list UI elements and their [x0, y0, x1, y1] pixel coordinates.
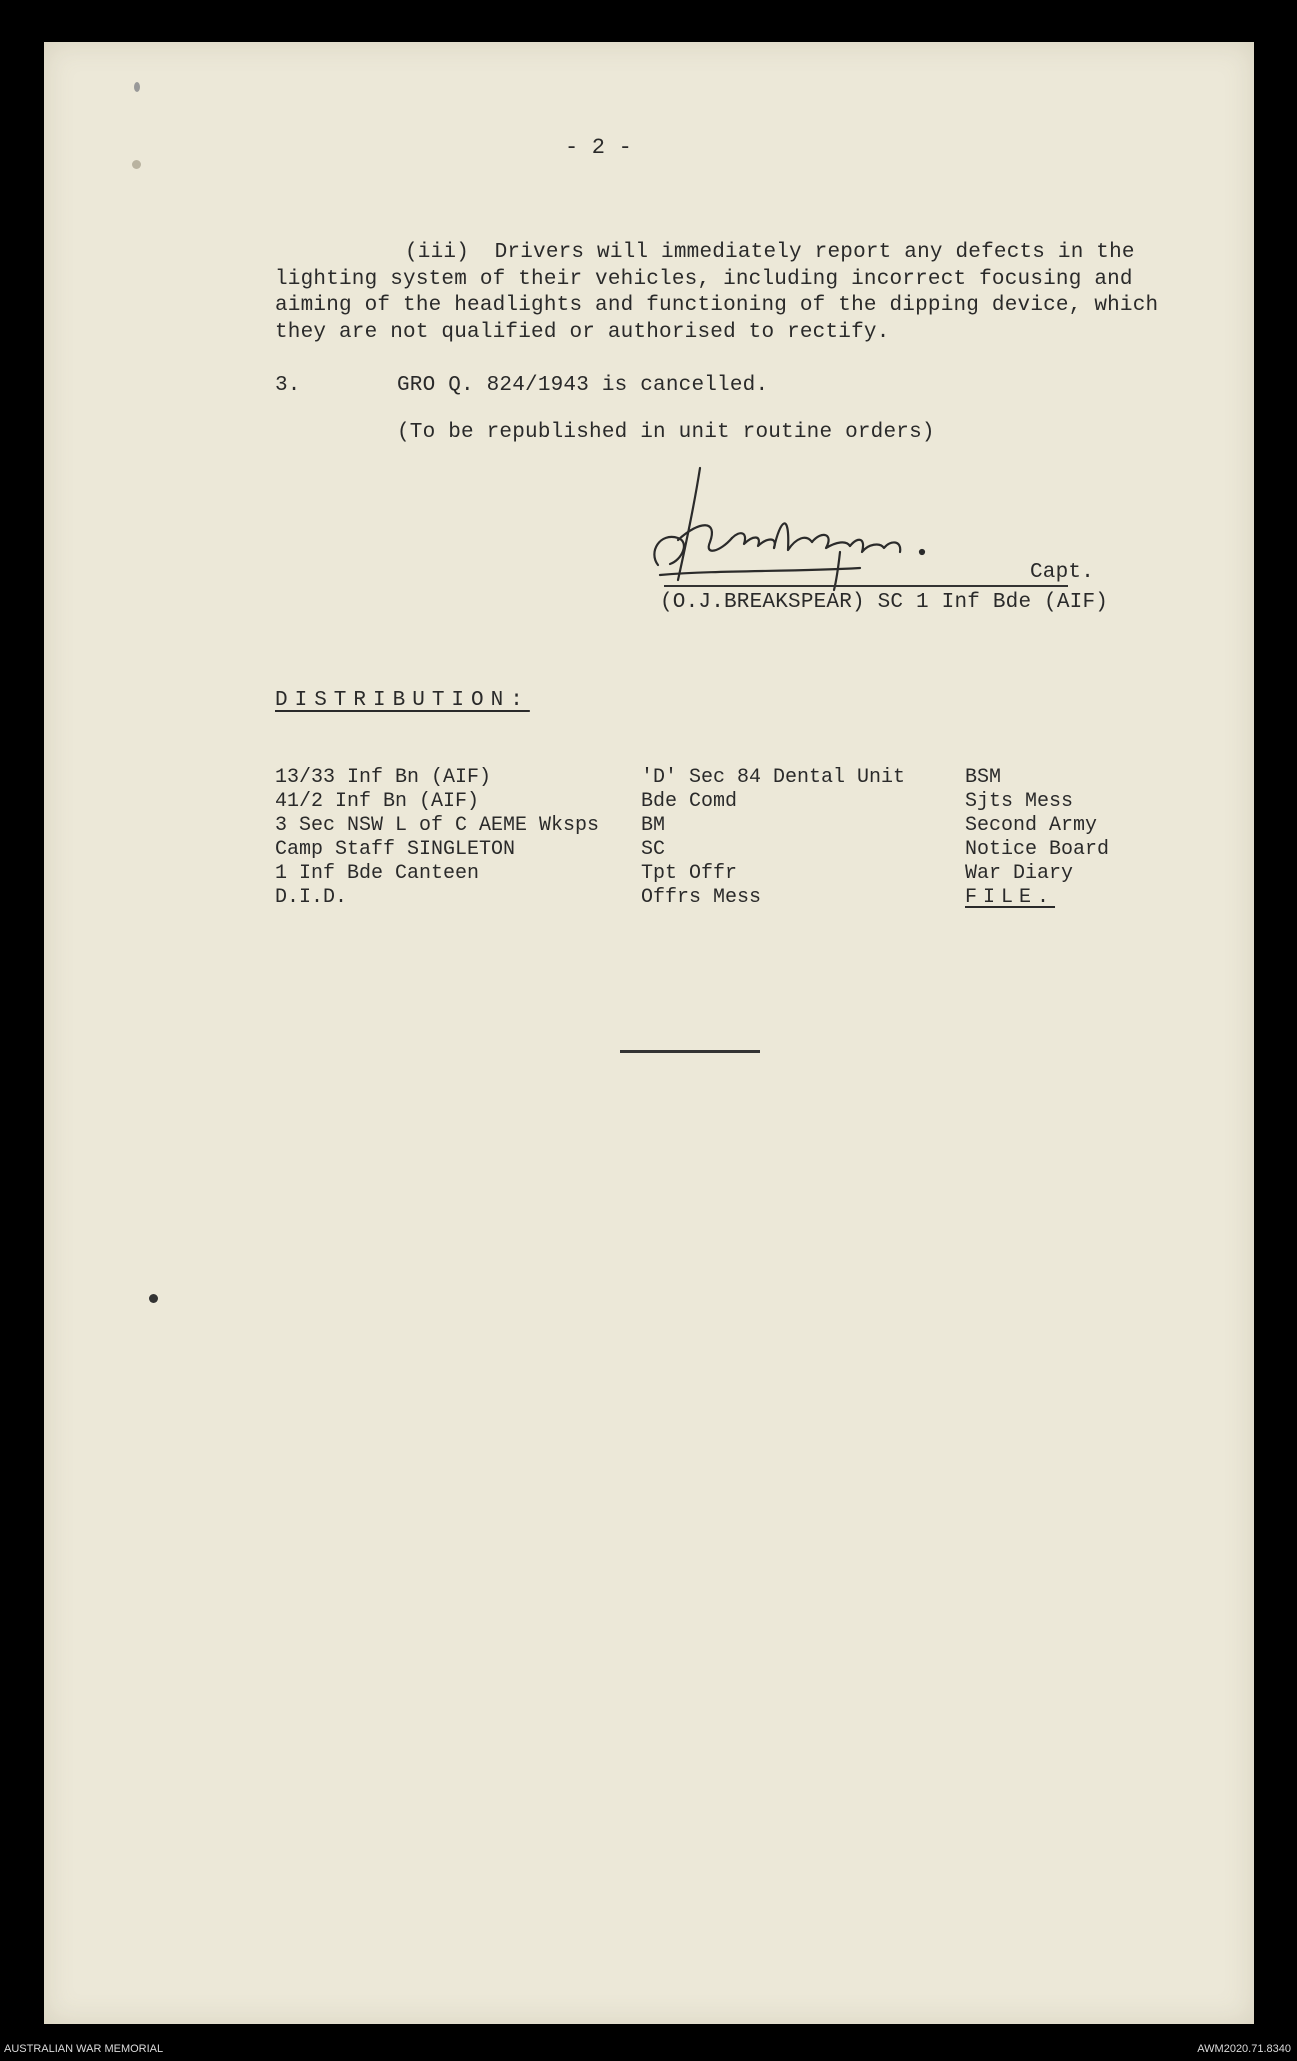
distribution-entry: BM: [641, 814, 666, 837]
signature-line: [664, 585, 1068, 587]
distribution-entry: 13/33 Inf Bn (AIF): [275, 766, 492, 789]
distribution-entry: Sjts Mess: [965, 790, 1074, 813]
item-3-text: GRO Q. 824/1943 is cancelled.: [397, 374, 769, 397]
paper-speck: [149, 1294, 158, 1303]
distribution-column-1: [275, 766, 599, 910]
distribution-entry: BSM: [965, 766, 1002, 789]
footer-accession-number: AWM2020.71.8340: [1197, 2043, 1291, 2055]
distribution-entry: 'D' Sec 84 Dental Unit: [641, 766, 906, 789]
distribution-entry: Notice Board: [965, 838, 1110, 861]
distribution-entry: War Diary: [965, 862, 1074, 885]
paragraph-iii: [275, 240, 1159, 346]
distribution-column-3: [965, 766, 1109, 910]
paragraph-line: lighting system of their vehicles, including incorrect focusing and: [275, 267, 1133, 291]
distribution-entry: Camp Staff SINGLETON: [275, 838, 516, 861]
signature-block: (O.J.BREAKSPEAR) SC 1 Inf Bde (AIF): [660, 591, 1109, 614]
page-number: - 2 -: [565, 135, 633, 160]
end-rule: [620, 1050, 760, 1053]
handwritten-signature: [640, 460, 1020, 600]
paper-speck: [134, 82, 140, 92]
republish-note: (To be republished in unit routine orders): [397, 421, 935, 444]
distribution-entry-file: FILE.: [965, 886, 1056, 909]
distribution-column-2: [641, 766, 905, 910]
footer-institution: AUSTRALIAN WAR MEMORIAL: [4, 2043, 164, 2055]
paragraph-line: aiming of the headlights and functioning of the dipping device, which: [275, 294, 1159, 317]
distribution-entry: Tpt Offr: [641, 862, 738, 885]
distribution-entry: Offrs Mess: [641, 886, 762, 909]
paragraph-line: (iii) Drivers will immediately report any defects in the: [405, 241, 1135, 264]
distribution-entry: Bde Comd: [641, 790, 738, 813]
distribution-entry: 1 Inf Bde Canteen: [275, 862, 480, 885]
distribution-heading: DISTRIBUTION:: [275, 689, 530, 712]
distribution-entry: 41/2 Inf Bn (AIF): [275, 790, 480, 813]
distribution-entry: Second Army: [965, 814, 1098, 837]
distribution-entry: D.I.D.: [275, 886, 348, 909]
signatory-rank: Capt.: [1030, 561, 1095, 584]
distribution-entry: SC: [641, 838, 666, 861]
item-3-number: 3.: [275, 374, 301, 397]
paper-speck: [132, 160, 141, 169]
paragraph-line: they are not qualified or authorised to rectify.: [275, 320, 890, 344]
distribution-entry: 3 Sec NSW L of C AEME Wksps: [275, 814, 600, 837]
